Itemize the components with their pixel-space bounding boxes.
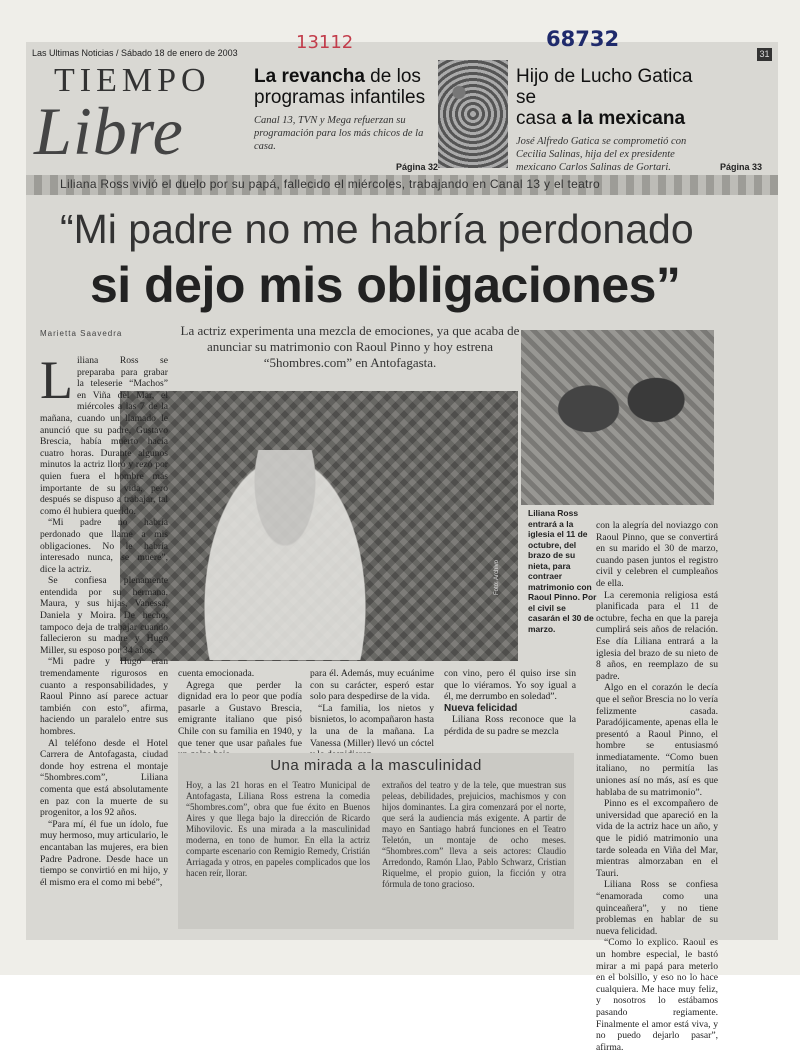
main-photo-figure xyxy=(200,450,370,660)
headline-line-1: “Mi padre no me habría perdonado xyxy=(60,206,694,252)
photo-credit: Foto: Archivo xyxy=(494,559,500,595)
couple-photo xyxy=(521,330,714,505)
page-number-badge: 31 xyxy=(757,48,772,61)
byline: Marietta Saavedra xyxy=(40,329,123,338)
teaser-title: Hijo de Lucho Gatica se casa a la mexicana xyxy=(516,66,693,129)
teaser-page-ref: Página 32 xyxy=(396,162,439,172)
article-column-5: con la alegría del noviazgo con Raoul Pinno, que se convertirá en su marido el 30 de marzo, cuando pasen juntos el registro civil y celebren el cumpleaños de ella. La ceremonia religiosa está planificada para el 11 de octubre, fecha en que la pareja cumplirá seis años de relación. Ese día Liliana entrará a la iglesia del brazo de su nieto de 8 años, en reemplazo de su padre. Algo en el corazón le decía que el señor Brescia no lo vería felizmente casada. Paradójicamente, apenas ella le presentó a Raoul Pinno, el hombre se entusiasmó inmediatamente. “Como buen italiano, no permitía las uniones así no más, así es que hablaba de su matrimonio”. Pinno es el excompañero de universidad que apareció en la vida de la actriz hace un año, y que le pidió matrimonio una tarde soleada en Viña del Mar, mientras almorzaban en el Tauri. Liliana Ross se confiesa “enamorada como una quinceañera”, y no tiene problemas en hablar de su nueva felicidad. “Como lo explico. Raoul es un hombre especial, le bastó mirar a mi papá para meterlo en el bolsillo, y eso no lo hace cualquiera. Me hace muy feliz, y nosotros lo estábamos pasando regiamente. Finalmente el amor está viva, y no puedo dejarlo pasar”, afirma. xyxy=(596,520,718,1053)
teaser-thumbnail-photo xyxy=(438,60,508,168)
handwritten-number-right: 68732 xyxy=(546,27,620,51)
article-column-4: con vino, pero él quiso irse sin que lo viéramos. Yo soy igual a él, me derrumbo en soledad”. Nueva felicidad Liliana Ross reconoce que la pérdida de su padre se mezcla xyxy=(444,668,576,737)
sidebar-title: Una mirada a la masculinidad xyxy=(270,757,482,774)
article-column-2: cuenta emocionada. Agrega que perder la dignidad era lo peor que podía pasarle a Gustavo Brescia, emigrante italiano que pisó Chile con su familia en 1940, y que tener que usar pañales fue xyxy=(178,668,302,749)
handwritten-number-left: 13112 xyxy=(296,32,354,53)
photo-caption: Liliana Ross entrará a la iglesia el 11 de octubre, del brazo de su nieta, para contraer matrimonio con Raoul Pinno. Por el civil se casarán el 30 de marzo. xyxy=(528,508,597,634)
headline-line-2: si dejo mis obligaciones” xyxy=(90,257,681,313)
teaser-gatica xyxy=(516,66,708,174)
sidebar-column-2: extraños del teatro y de la tele, que muestran sus peleas, debilidades, prejuicios, machismos y con hijos dominantes. La gira comenzará por el norte, que será la audiencia más exigente. A partir de mayo en Santiago habrá funciones en el Teatro Teletón, un montaje de ocho meses. “5hombres.com” lleva a seis actores: Claudio Arredondo, Ramón Llao, Pablo Schwarz, Cristian Riquelme, el propio guion, la ficción y otra fórmula de tono gracioso. xyxy=(382,780,566,889)
teaser-title: La revancha de los programas infantiles xyxy=(254,66,426,108)
strip-text: Liliana Ross vivió el duelo por su papá, fallecido el miércoles, trabajando en Canal 13 y el teatro xyxy=(60,177,600,191)
masthead-line: Las Ultimas Noticias / Sábado 18 de enero de 2003 xyxy=(32,48,238,58)
teaser-revancha xyxy=(254,66,434,153)
teaser-page-ref: Página 33 xyxy=(720,162,763,172)
sidebar-column-1: Hoy, a las 21 horas en el Teatro Municipal de Antofagasta, Liliana Ross estrena la comedia “5hombres.com”, obra que fue éxito en Buenos Aires y que llega bajo la dirección de Ricardo Mihovilovic. Es una mirada a la masculinidad moderna, en tono de humor. En ella la actriz comparte escenario con Remigio Remedy, Cristián Arriagada y otros, en papeles complicados que los hacen reír, llorar. xyxy=(186,780,370,878)
drop-cap: L xyxy=(40,350,73,410)
section-logo-script: Libre xyxy=(34,93,184,169)
section-logo-top: TIEMPO xyxy=(54,62,211,99)
teaser-body: José Alfredo Gatica se comprometió con Cecilia Salinas, hija del ex presidente mexicano Carlos Salinas de Gortari. xyxy=(516,136,687,173)
lead-paragraph: La actriz experimenta una mezcla de emociones, ya que acaba de anunciar su matrimonio con Raoul Pinno y hoy estrena “5hombres.com” en Antofagasta. xyxy=(180,323,520,370)
subhead: Nueva felicidad xyxy=(444,702,518,714)
teaser-body: Canal 13, TVN y Mega refuerzan su programación para los más chicos de la casa. xyxy=(254,115,424,152)
article-column-3: para él. Además, muy ecuánime con su carácter, esperó estar solo para despedirse de la vida. “La familia, los nietos y bisnietos, lo acompañaron hasta la una de la mañana. La Vanessa (Miller) llevó un cóctel xyxy=(310,668,434,749)
article-column-1: L iliana Ross se preparaba para grabar la teleserie “Machos” en Viña del Mar, el miércoles a las 7 de la mañana, cuando un llamado le anunció que su padre, Gustavo Brescia, había muerto hacía cuatro horas. Durante algunos minutos la actriz lloró y rezó por quien fuera el hombre más importante de su vida, pero después se dispuso a trabajar, tal como él hubiera querido. “Mi padre no habría perdonado que llame a mis obligaciones. No le habría interesado nunca, se muere”, dice la actriz. Se confiesa plenamente entendida por su hermana, Maura, y sus hijas, Vanessa, Daniela y Moira. De hecho, tampoco deja de trabajar cuando fallecieron su madre y Hugo Miller, su esposo por 34 años. “Mi padre y Hugo eran tremendamente rigurosos en cuanto a responsabilidades, y Raoul Pinno así parece actuar también con esto”, afirma, haciendo un paralelo entre sus hombres. Al teléfono desde el Hotel Carrera de Antofagasta, ciudad donde hoy estrena el montaje “5hombres.com”, Liliana comenta que está absolutamente en paz con la muerte de su progenitor, a los 92 años. “Para mí, él fue un ídolo, fue muy hermoso, muy articulario, le encantaban las mujeres, era bien Padre Padrone. Desde hace un tiempo se convirtió en mi hijo, y él mismo era el como mi bebé”, xyxy=(40,350,168,888)
